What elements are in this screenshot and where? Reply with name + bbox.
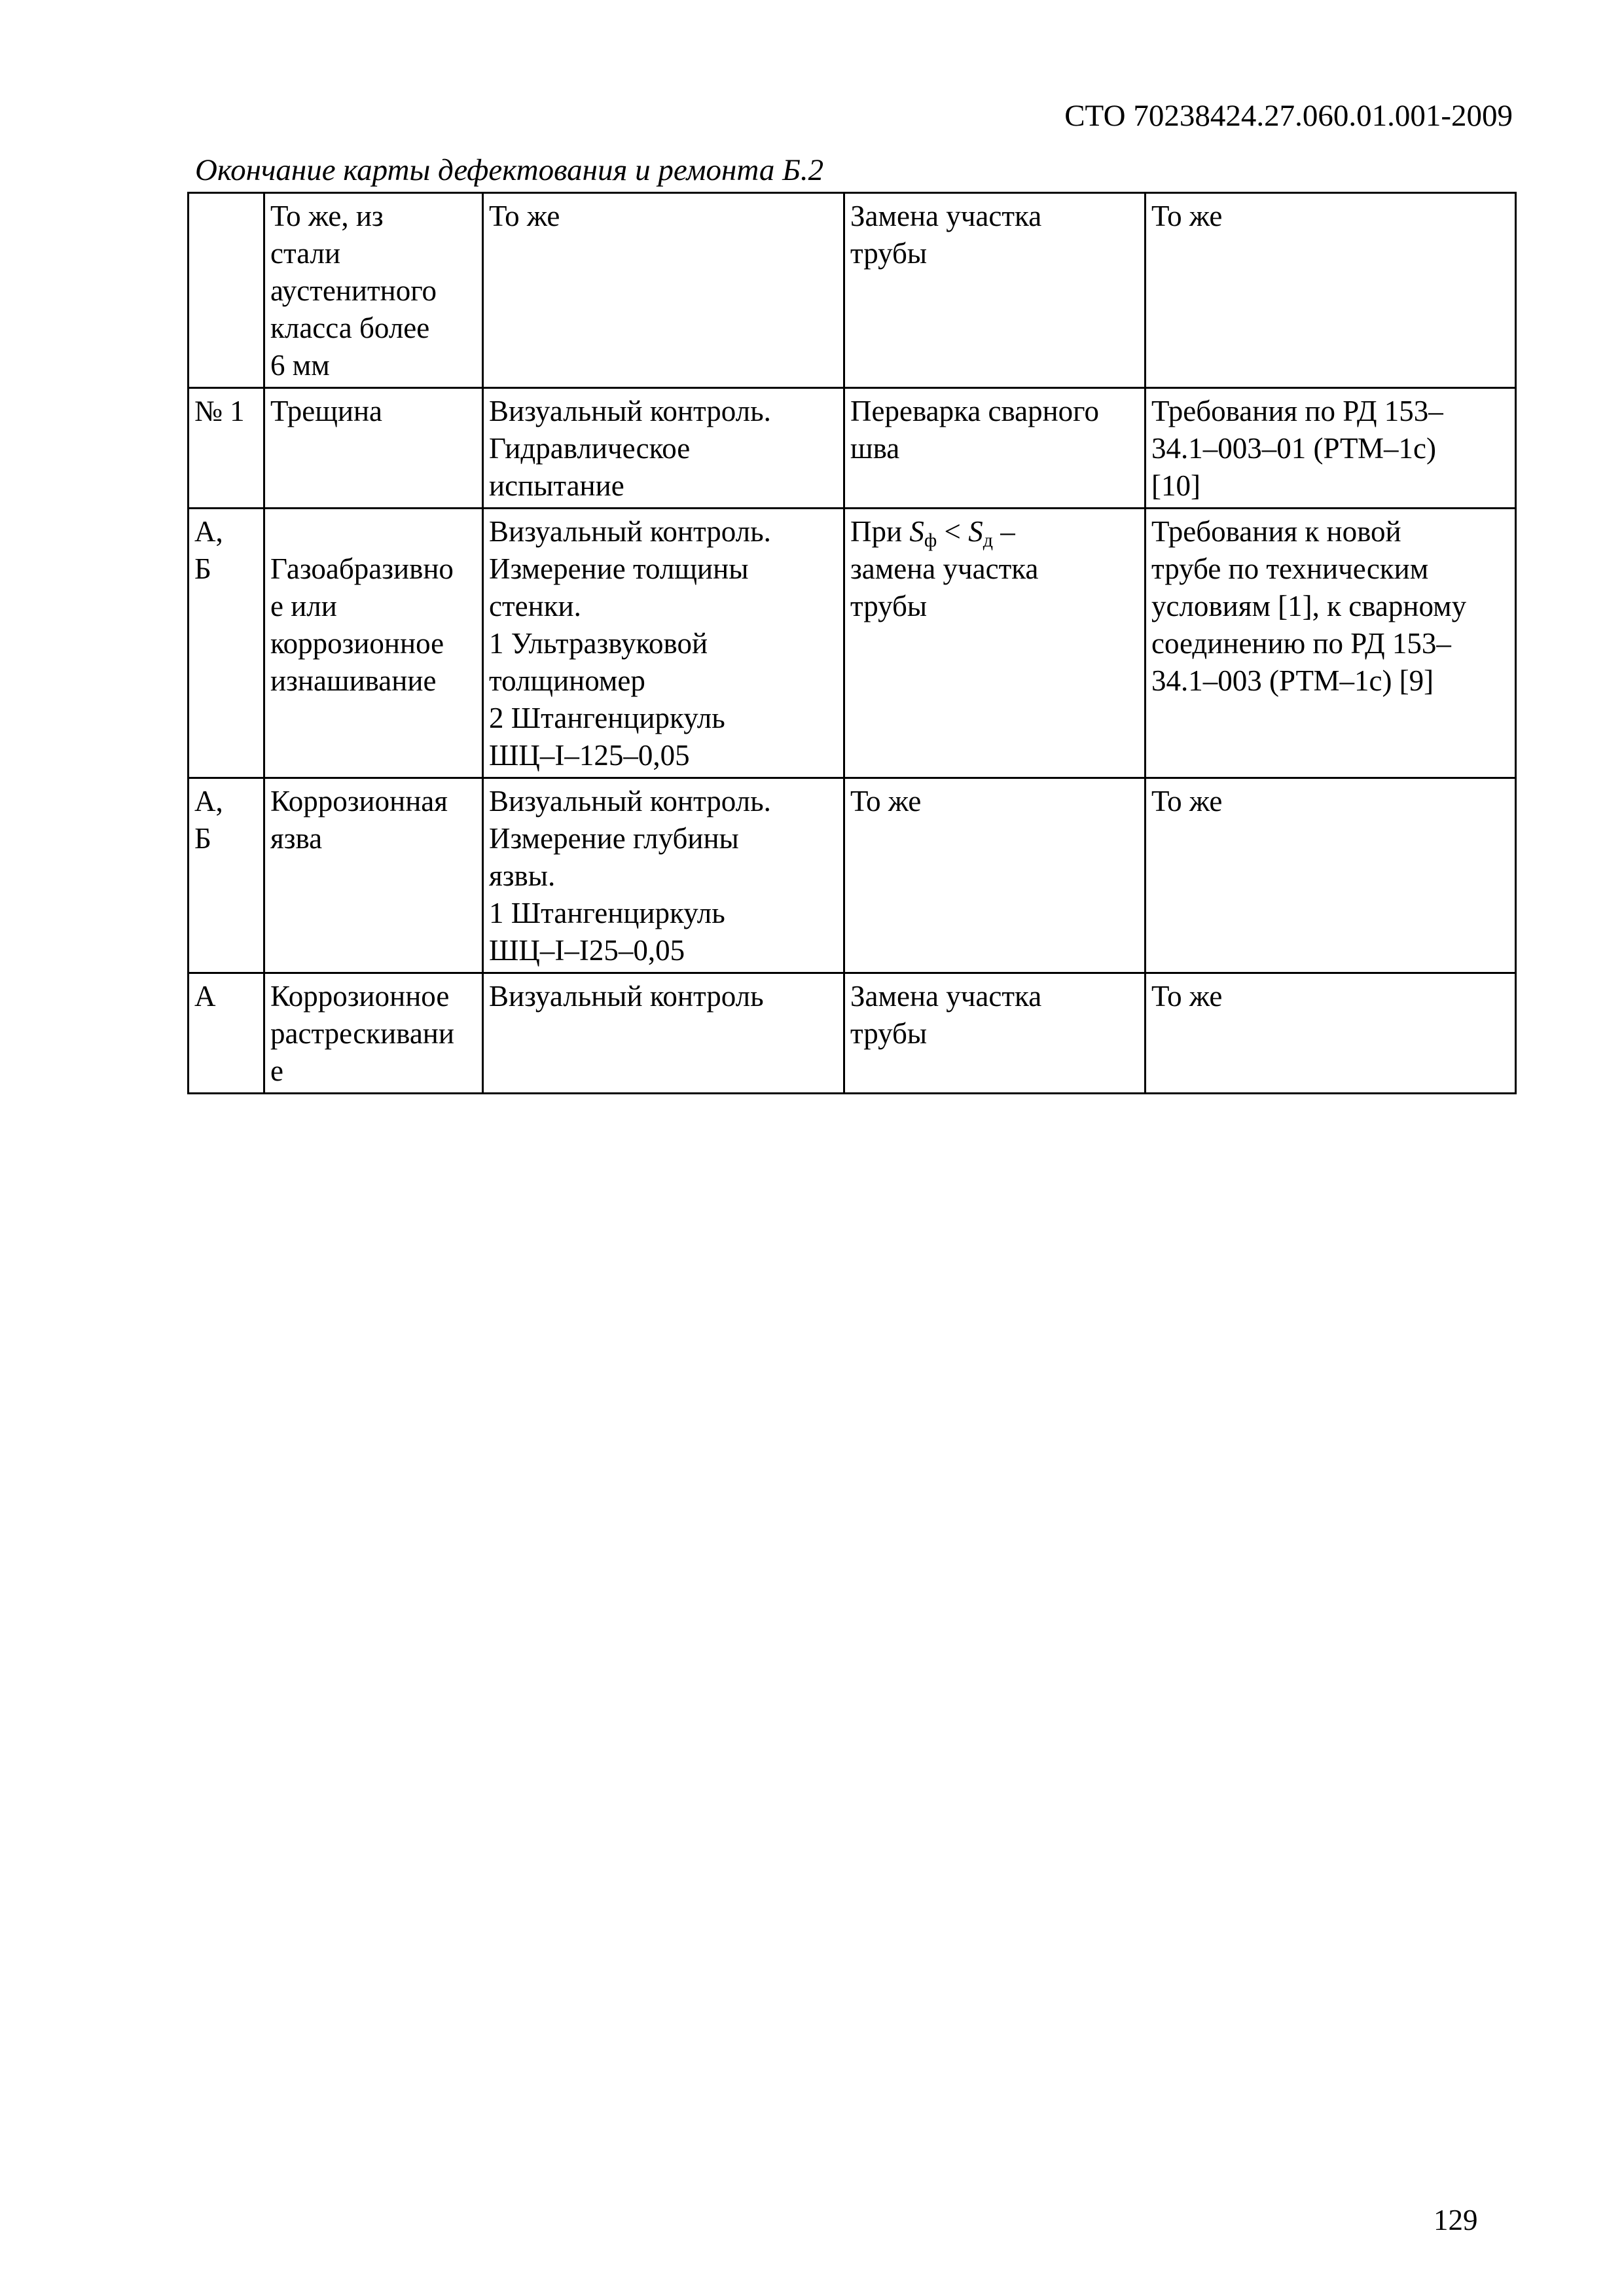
cell-defect: Коррозионное растрескивани е — [264, 973, 483, 1094]
cell-requirements: То же — [1146, 193, 1516, 388]
cell-requirements: То же — [1146, 778, 1516, 973]
cell-inspection-method: Визуальный контроль. Измерение толщины стенки. 1 Ультразвуковой толщиномер 2 Штангенциркуль ШЦ–I–125–0,05 — [483, 509, 844, 778]
cell-repair-method: То же — [844, 778, 1146, 973]
table-row — [189, 509, 1516, 778]
cell-inspection-method: Визуальный контроль. Измерение глубины язвы. 1 Штангенциркуль ШЦ–I–I25–0,05 — [483, 778, 844, 973]
cell-defect: Газоабразивно е или коррозионное изнашивание — [264, 509, 483, 778]
page-number: 129 — [1434, 2204, 1478, 2236]
cell-requirements: Требования к новой трубе по техническим условиям [1], к сварному соединению по РД 153– 34.1–003 (РТМ–1с) [9] — [1146, 509, 1516, 778]
cell-defect: Трещина — [264, 388, 483, 509]
cell-defect: Коррозионная язва — [264, 778, 483, 973]
table-row — [189, 388, 1516, 509]
defect-repair-table — [187, 192, 1517, 1094]
cell-requirements: Требования по РД 153– 34.1–003–01 (РТМ–1с) [10] — [1146, 388, 1516, 509]
table-caption: Окончание карты дефектования и ремонта Б.2 — [195, 153, 824, 187]
cell-repair-method: Переварка сварного шва — [844, 388, 1146, 509]
cell-category: А, Б — [189, 778, 264, 973]
cell-repair-method — [844, 509, 1146, 778]
cell-category: А — [189, 973, 264, 1094]
cell-requirements: То же — [1146, 973, 1516, 1094]
document-code: СТО 70238424.27.060.01.001-2009 — [1064, 99, 1513, 133]
cell-inspection-method: То же — [483, 193, 844, 388]
cell-inspection-method: Визуальный контроль — [483, 973, 844, 1094]
cell-category — [189, 193, 264, 388]
cell-repair-method: Замена участка трубы — [844, 973, 1146, 1094]
cell-inspection-method: Визуальный контроль. Гидравлическое испытание — [483, 388, 844, 509]
cell-repair-method: Замена участка трубы — [844, 193, 1146, 388]
table-row — [189, 973, 1516, 1094]
cell-category: А, Б — [189, 509, 264, 778]
cell-defect: То же, из стали аустенитного класса более 6 мм — [264, 193, 483, 388]
repair-condition-text: При $S_ф < S_д$ – замена участка трубы — [850, 515, 1039, 622]
cell-category: № 1 — [189, 388, 264, 509]
table-row — [189, 193, 1516, 388]
table-row — [189, 778, 1516, 973]
